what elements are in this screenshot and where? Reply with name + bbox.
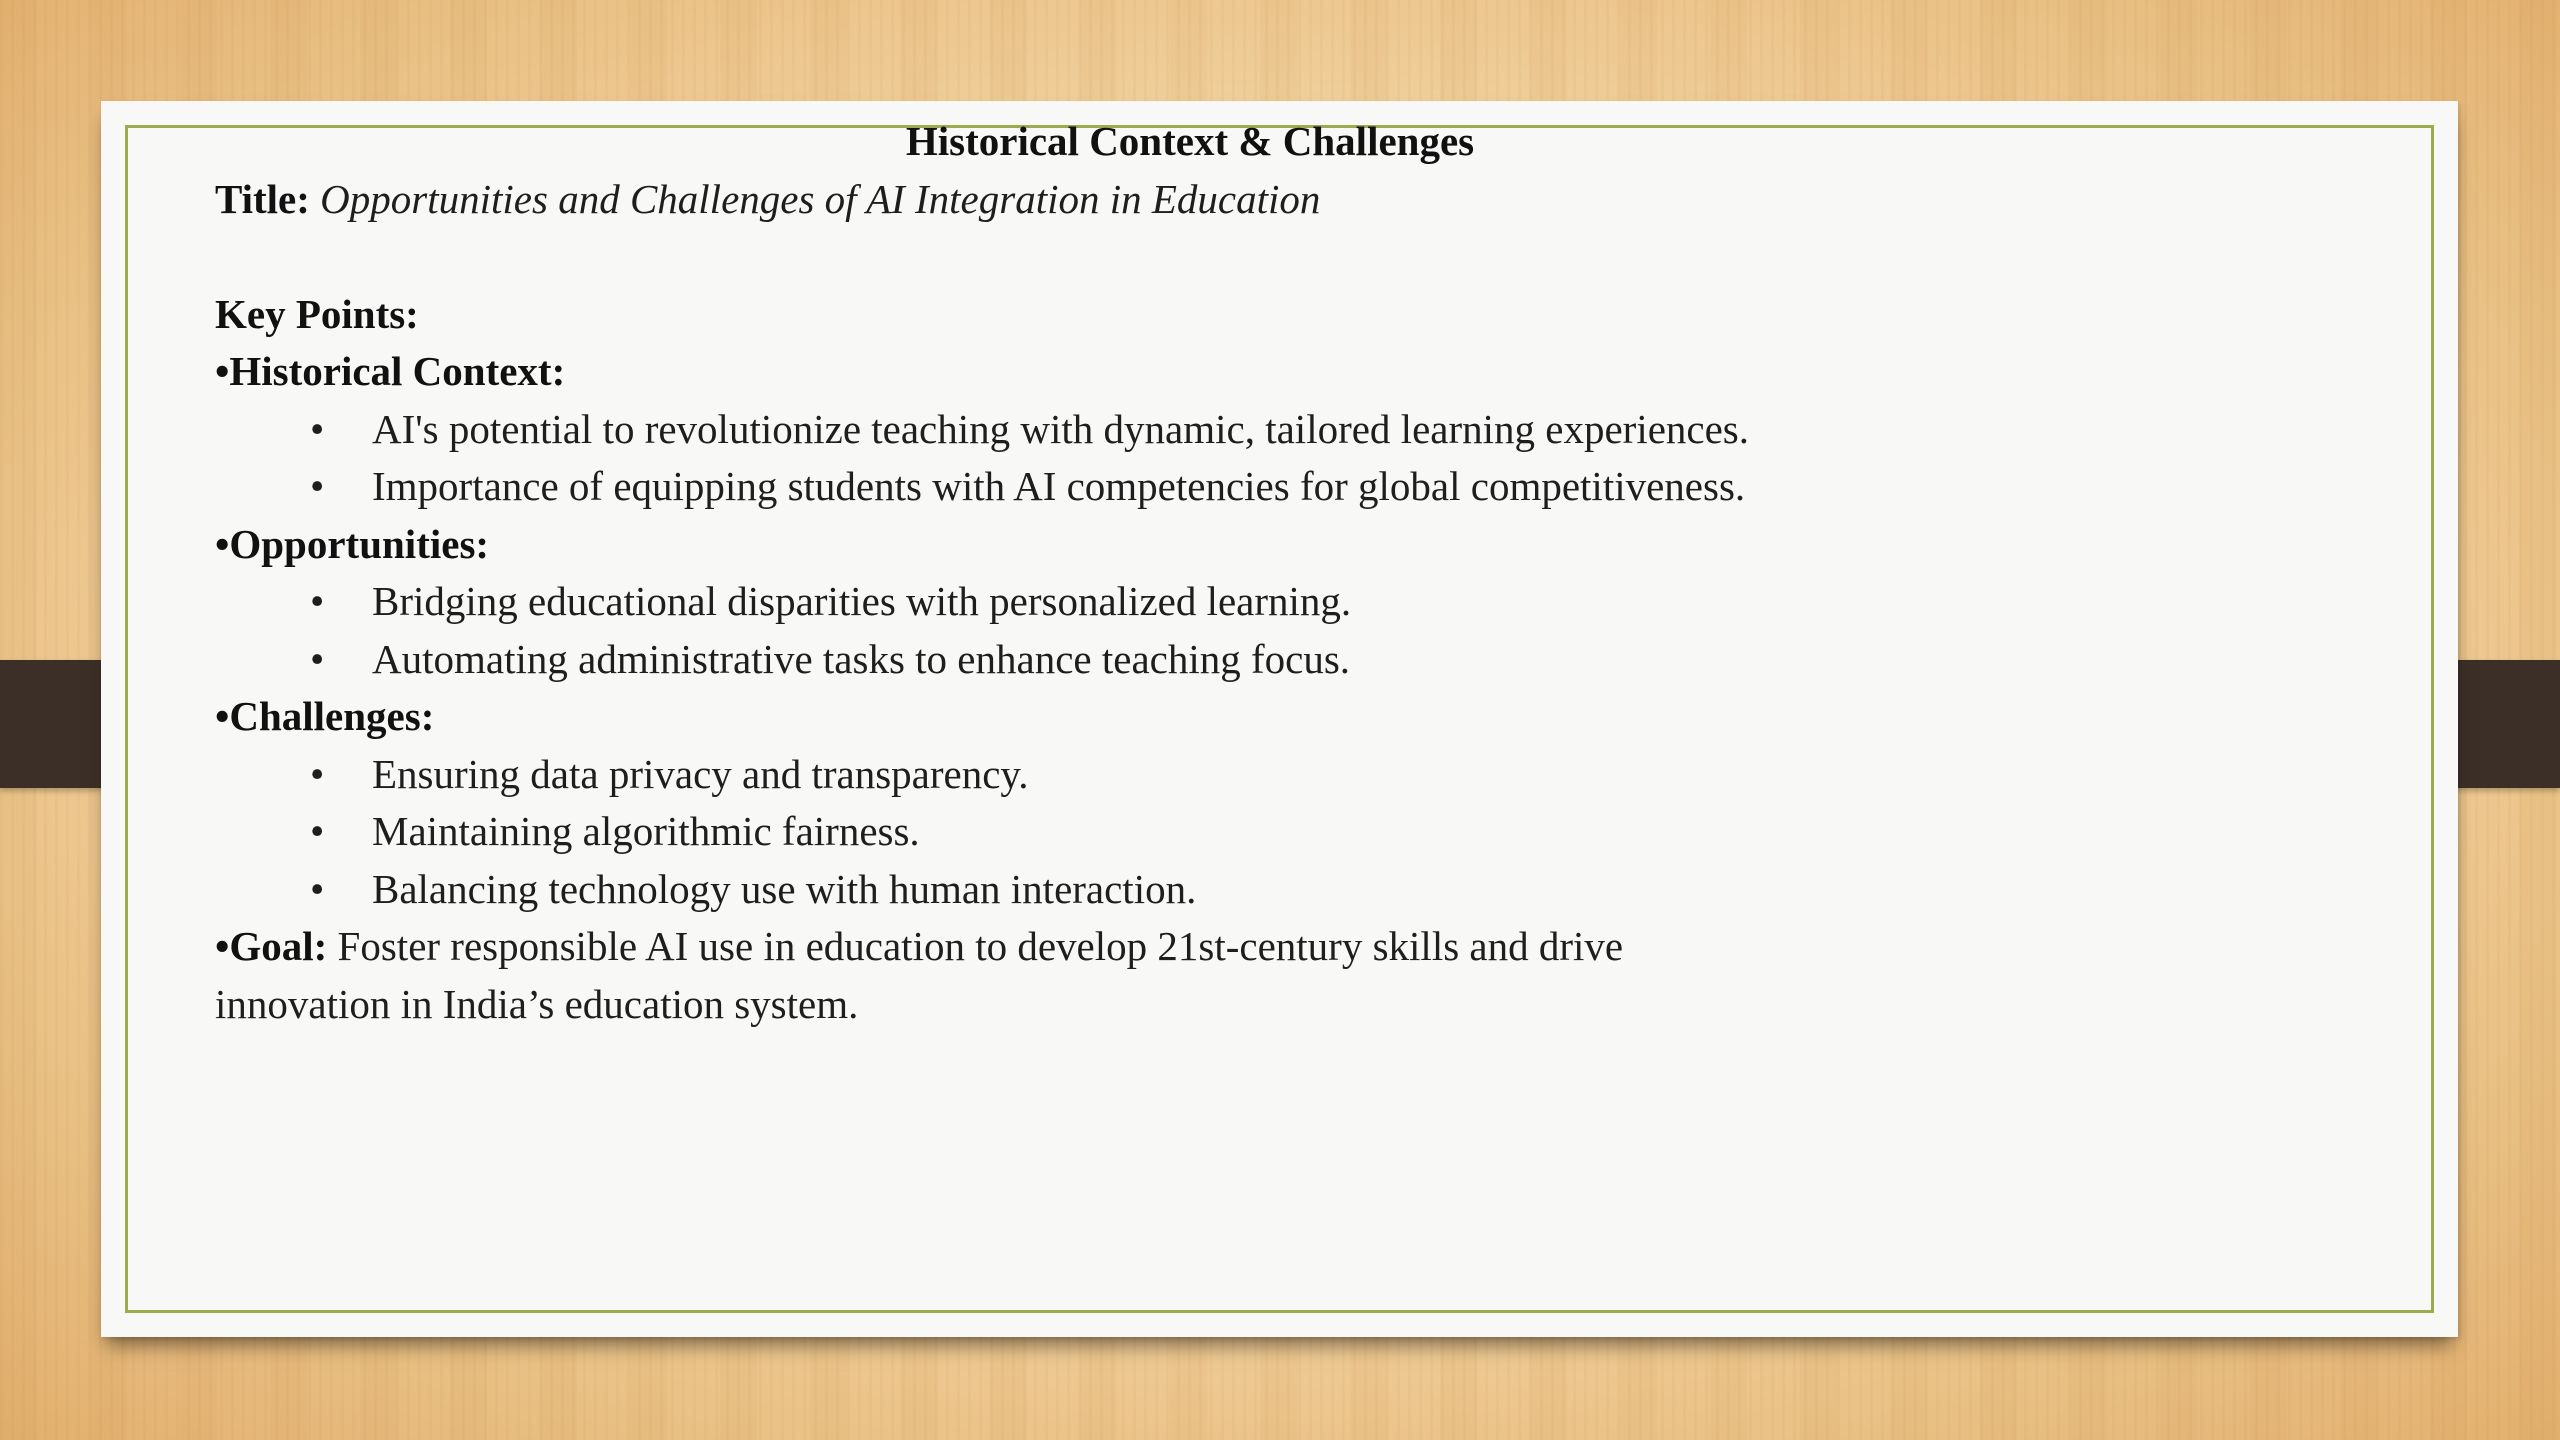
bullet-icon: • — [310, 578, 325, 624]
bullet-icon: • — [310, 865, 325, 912]
slide-heading: Historical Context & Challenges — [905, 118, 1475, 164]
goal-line — [215, 918, 2115, 976]
list-item-text: Importance of equipping students with AI competencies for global competitiveness. — [372, 463, 1746, 509]
section-label: •Challenges: — [215, 693, 435, 739]
goal-text-continued: innovation in India’s education system. — [215, 980, 859, 1027]
bullet-icon: • — [310, 750, 325, 797]
list-item — [215, 803, 2115, 861]
list-item — [215, 573, 2115, 631]
list-item — [215, 746, 2115, 804]
list-item — [215, 861, 2115, 919]
title-text: Opportunities and Challenges of AI Integration in Education — [320, 175, 1321, 222]
section-label: •Historical Context: — [215, 348, 566, 394]
bullet-icon: • — [310, 808, 325, 854]
title-line — [215, 171, 2115, 229]
bullet-icon: • — [310, 463, 325, 509]
list-item-text: Maintaining algorithmic fairness. — [372, 808, 920, 854]
title-label: Title: — [215, 175, 310, 222]
list-item-text: Automating administrative tasks to enhance teaching focus. — [372, 635, 1351, 682]
list-item-text: AI's potential to revolutionize teaching with dynamic, tailored learning experiences. — [372, 405, 1750, 452]
slide-content — [215, 113, 2115, 1033]
bullet-icon: • — [310, 635, 325, 682]
key-points-label: Key Points: — [215, 290, 419, 337]
goal-text: Foster responsible AI use in education to develop 21st-century skills and drive — [327, 923, 1624, 969]
section-historical-context — [215, 343, 2115, 516]
section-label: •Opportunities: — [215, 520, 490, 567]
list-item — [215, 401, 2115, 459]
spacer — [215, 228, 2115, 286]
list-item — [215, 458, 2115, 516]
list-item-text: Bridging educational disparities with personalized learning. — [372, 578, 1352, 624]
bullet-icon: • — [310, 405, 325, 452]
section-opportunities — [215, 516, 2115, 689]
list-item — [215, 631, 2115, 689]
goal-label: •Goal: — [215, 923, 328, 969]
list-item-text: Ensuring data privacy and transparency. — [372, 750, 1029, 797]
section-challenges — [215, 688, 2115, 918]
list-item-text: Balancing technology use with human interaction. — [372, 865, 1197, 912]
